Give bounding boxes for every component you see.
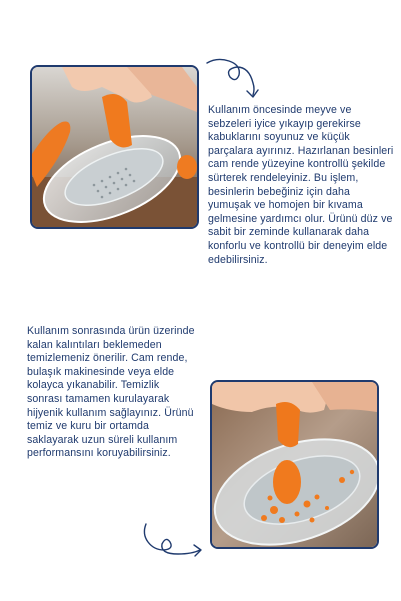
- photo-grating-carrot: [30, 65, 199, 229]
- usage-instructions: Kullanım öncesinde meyve ve sebzeleri iyice yıkayıp gerekirse kabuklarını soyunuz ve küçük parçalara ayırınız. Hazırlanan besinleri cam rende yüzeyine kontrollü şekilde sürterek rendeleyiniz. Bu işlem, besinlerin bebeğiniz için daha yumuşak ve homojen bir kıvama gelmesine yardımcı olur. Ürünü düz ve sabit bir zeminde kullanarak daha konforlu ve kontrollü bir deneyim elde edebilirsiniz.: [208, 104, 394, 266]
- cleaning-instructions: Kullanım sonrasında ürün üzerinde kalan kalıntıları beklemeden temizlemeniz önerilir. Cam rende, bulaşık makinesinde veya elde kolayca yıkanabilir. Temizlik sonrası tamamen kurulayarak hijyenik kullanım sağlayınız. Ürünü temiz ve kuru bir ortamda saklayarak uzun süreli kullanım performansını koruyabilirsiniz.: [27, 325, 195, 460]
- curly-arrow-icon: [140, 520, 205, 560]
- curly-arrow-icon: [203, 55, 263, 101]
- photo-grated-carrot: [210, 380, 379, 549]
